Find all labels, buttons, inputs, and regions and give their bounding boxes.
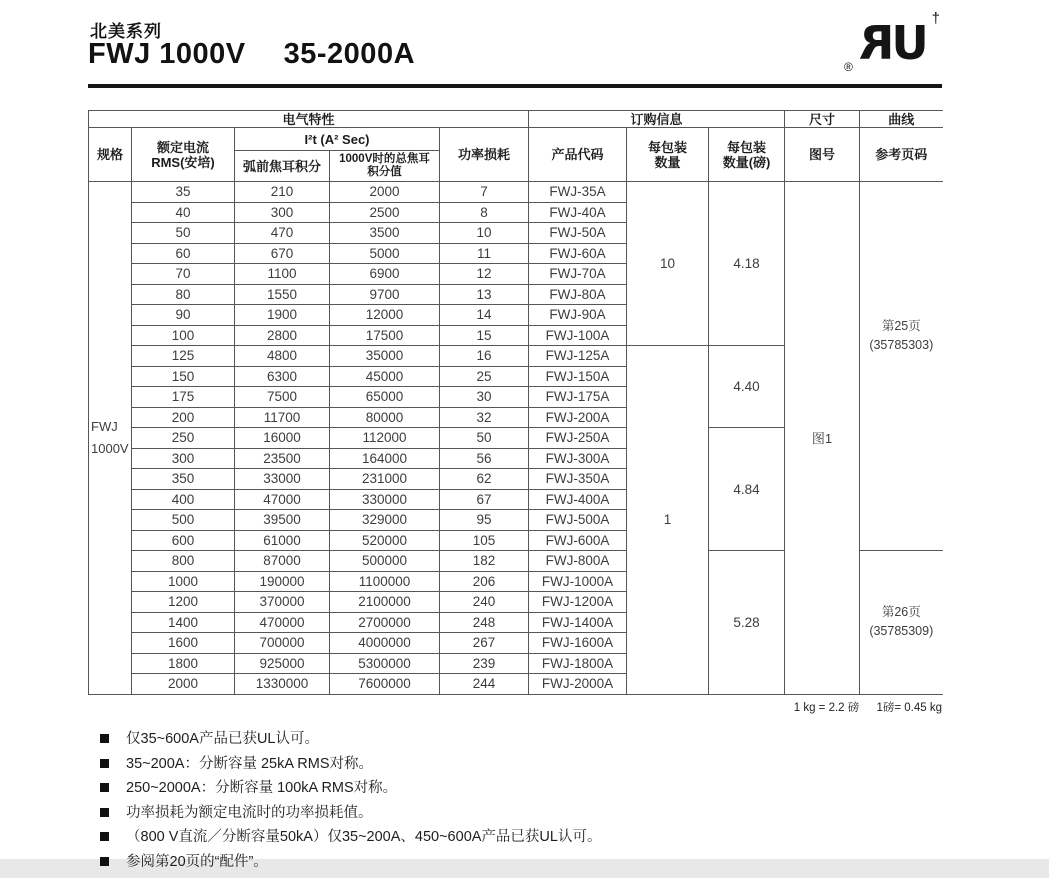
cell-total-i2t: 2700000: [330, 612, 440, 633]
header-band-row: [89, 111, 943, 128]
cell-power-loss: 95: [440, 510, 529, 531]
footnote-text: 仅35~600A产品已获UL认可。: [126, 731, 319, 747]
cell-ref-page-line: 第26页: [881, 605, 921, 620]
cell-total-i2t: 4000000: [330, 633, 440, 654]
cell-prearc-i2t: 39500: [235, 510, 330, 531]
header-band-electrical: 电气特性: [89, 111, 529, 128]
cell-spec-lines: [91, 416, 131, 460]
cell-product-code: FWJ-800A: [529, 551, 627, 572]
cell-rated-current: 60: [132, 243, 235, 264]
cell-rated-current: 35: [132, 182, 235, 203]
bullet-square-icon: [100, 783, 109, 792]
header-lbs-per-package-line: 每包装: [727, 139, 767, 155]
cell-ref-page-lines: [860, 603, 943, 641]
cell-rated-current: 400: [132, 489, 235, 510]
table-head: [89, 111, 943, 182]
cell-qty-per-package: 10: [627, 182, 709, 346]
page-title-range: 35-2000A: [283, 38, 416, 70]
header-lbs-per-package-lines: [709, 140, 784, 170]
cell-ref-page-line: (35785309): [869, 624, 934, 639]
cell-prearc-i2t: 33000: [235, 469, 330, 490]
cell-total-i2t: 45000: [330, 366, 440, 387]
cell-prearc-i2t: 47000: [235, 489, 330, 510]
cell-prearc-i2t: 190000: [235, 571, 330, 592]
cell-power-loss: 13: [440, 284, 529, 305]
cell-lbs-per-package: 5.28: [709, 551, 785, 695]
cell-total-i2t: 5000: [330, 243, 440, 264]
ul-recognized-icon: [844, 10, 940, 80]
bullet-square-icon: [100, 808, 109, 817]
cell-power-loss: 15: [440, 325, 529, 346]
cell-rated-current: 125: [132, 346, 235, 367]
cell-product-code: FWJ-1000A: [529, 571, 627, 592]
cell-product-code: FWJ-150A: [529, 366, 627, 387]
header-qty-per-package-line: 数量: [654, 154, 681, 170]
cell-product-code: FWJ-175A: [529, 387, 627, 408]
table-wrapper: [88, 110, 942, 695]
header-qty-per-package-lines: [627, 140, 708, 170]
cell-figure-no: 图1: [785, 182, 860, 695]
cell-product-code: FWJ-1400A: [529, 612, 627, 633]
cell-rated-current: 600: [132, 530, 235, 551]
cell-ref-page-lines: [860, 317, 943, 355]
cell-rated-current: 1200: [132, 592, 235, 613]
cell-power-loss: 32: [440, 407, 529, 428]
cell-power-loss: 10: [440, 223, 529, 244]
cell-prearc-i2t: 4800: [235, 346, 330, 367]
bullet-square-icon: [100, 734, 109, 743]
cell-power-loss: 7: [440, 182, 529, 203]
table-body: [89, 182, 943, 695]
header-total-i2t-line: 积分值: [367, 166, 402, 178]
cell-power-loss: 206: [440, 571, 529, 592]
cell-spec-line: 1000V: [91, 440, 129, 456]
footnote-text: 250~2000A：分断容量 100kA RMS对称。: [126, 780, 398, 796]
cell-rated-current: 200: [132, 407, 235, 428]
cell-prearc-i2t: 470: [235, 223, 330, 244]
header-total-i2t: [330, 151, 440, 182]
cell-prearc-i2t: 87000: [235, 551, 330, 572]
cell-total-i2t: 3500: [330, 223, 440, 244]
cell-power-loss: 8: [440, 202, 529, 223]
header-band-dimensions: 尺寸: [785, 111, 860, 128]
cell-product-code: FWJ-1800A: [529, 653, 627, 674]
header-qty-per-package: [627, 128, 709, 182]
cell-rated-current: 350: [132, 469, 235, 490]
cell-prearc-i2t: 11700: [235, 407, 330, 428]
header-rated-current-lines: [132, 140, 234, 170]
bullet-square-icon: [100, 857, 109, 866]
spec-table: [88, 110, 943, 695]
cell-product-code: FWJ-50A: [529, 223, 627, 244]
ul-mark-glyph: UR: [862, 16, 929, 70]
footnote-text: （800 V直流／分断容量50kA）仅35~200A、450~600A产品已获UL认可。: [126, 829, 602, 845]
cell-total-i2t: 2100000: [330, 592, 440, 613]
cell-rated-current: 50: [132, 223, 235, 244]
footnote-item: [100, 756, 900, 772]
footnote-text: 35~200A：分断容量 25kA RMS对称。: [126, 755, 373, 772]
cell-product-code: FWJ-125A: [529, 346, 627, 367]
page-title-series: 北美系列: [90, 22, 162, 41]
cell-lbs-per-package: 4.18: [709, 182, 785, 346]
cell-product-code: FWJ-70A: [529, 264, 627, 285]
cell-rated-current: 175: [132, 387, 235, 408]
cell-product-code: FWJ-80A: [529, 284, 627, 305]
footnote-item: [100, 805, 900, 821]
cell-power-loss: 240: [440, 592, 529, 613]
cell-power-loss: 182: [440, 551, 529, 572]
cell-spec-line: FWJ: [91, 418, 118, 434]
footnotes-list: [100, 731, 900, 878]
footnote-item: [100, 780, 900, 796]
cell-power-loss: 25: [440, 366, 529, 387]
cell-product-code: FWJ-100A: [529, 325, 627, 346]
cell-prearc-i2t: 670: [235, 243, 330, 264]
cell-product-code: FWJ-1600A: [529, 633, 627, 654]
cell-rated-current: 250: [132, 428, 235, 449]
header-ref-page: 参考页码: [860, 128, 943, 182]
cell-rated-current: 1400: [132, 612, 235, 633]
cell-total-i2t: 329000: [330, 510, 440, 531]
cell-power-loss: 16: [440, 346, 529, 367]
cell-rated-current: 100: [132, 325, 235, 346]
cell-prearc-i2t: 1550: [235, 284, 330, 305]
cell-total-i2t: 35000: [330, 346, 440, 367]
cell-product-code: FWJ-300A: [529, 448, 627, 469]
header-lbs-per-package: [709, 128, 785, 182]
cell-total-i2t: 520000: [330, 530, 440, 551]
header-figure-no: 图号: [785, 128, 860, 182]
header-main-row: [89, 128, 943, 151]
table-row: [89, 182, 943, 203]
cell-prearc-i2t: 300: [235, 202, 330, 223]
bullet-square-icon: [100, 832, 109, 841]
cell-prearc-i2t: 16000: [235, 428, 330, 449]
cell-rated-current: 80: [132, 284, 235, 305]
cell-power-loss: 67: [440, 489, 529, 510]
lb-to-kg-note: 1磅= 0.45 kg: [876, 702, 942, 714]
footnote-text: 功率损耗为额定电流时的功率损耗值。: [126, 804, 373, 821]
cell-power-loss: 239: [440, 653, 529, 674]
header-band-curves: 曲线: [860, 111, 943, 128]
cell-total-i2t: 2500: [330, 202, 440, 223]
cell-product-code: FWJ-35A: [529, 182, 627, 203]
cell-prearc-i2t: 2800: [235, 325, 330, 346]
cell-prearc-i2t: 700000: [235, 633, 330, 654]
bullet-square-icon: [100, 759, 109, 768]
cell-power-loss: 244: [440, 674, 529, 695]
cell-prearc-i2t: 23500: [235, 448, 330, 469]
cell-total-i2t: 2000: [330, 182, 440, 203]
cell-rated-current: 300: [132, 448, 235, 469]
cell-rated-current: 90: [132, 305, 235, 326]
cell-total-i2t: 17500: [330, 325, 440, 346]
cell-product-code: FWJ-90A: [529, 305, 627, 326]
cell-product-code: FWJ-60A: [529, 243, 627, 264]
registered-symbol: ®: [844, 60, 853, 74]
cell-product-code: FWJ-350A: [529, 469, 627, 490]
header-spec: 规格: [89, 128, 132, 182]
cell-total-i2t: 5300000: [330, 653, 440, 674]
cell-total-i2t: 112000: [330, 428, 440, 449]
cell-prearc-i2t: 1100: [235, 264, 330, 285]
header-prearc-i2t: 弧前焦耳积分: [235, 151, 330, 182]
header-band-ordering: 订购信息: [529, 111, 785, 128]
cell-power-loss: 12: [440, 264, 529, 285]
cell-power-loss: 56: [440, 448, 529, 469]
footnote-text: 参阅第20页的“配件”。: [126, 853, 268, 870]
cell-rated-current: 500: [132, 510, 235, 531]
cell-prearc-i2t: 1900: [235, 305, 330, 326]
cell-product-code: FWJ-40A: [529, 202, 627, 223]
cell-product-code: FWJ-500A: [529, 510, 627, 531]
cell-prearc-i2t: 210: [235, 182, 330, 203]
header-qty-per-package-line: 每包装: [648, 139, 688, 155]
cell-total-i2t: 6900: [330, 264, 440, 285]
header-rated-current: [132, 128, 235, 182]
cell-rated-current: 2000: [132, 674, 235, 695]
cell-rated-current: 800: [132, 551, 235, 572]
cell-product-code: FWJ-400A: [529, 489, 627, 510]
page-title-model: FWJ 1000V: [88, 38, 246, 70]
cell-total-i2t: 500000: [330, 551, 440, 572]
cell-power-loss: 14: [440, 305, 529, 326]
cell-total-i2t: 9700: [330, 284, 440, 305]
cell-prearc-i2t: 925000: [235, 653, 330, 674]
cell-prearc-i2t: 1330000: [235, 674, 330, 695]
cell-rated-current: 150: [132, 366, 235, 387]
cell-rated-current: 1000: [132, 571, 235, 592]
dagger-symbol: †: [931, 10, 940, 27]
cell-qty-per-package: 1: [627, 346, 709, 695]
cell-prearc-i2t: 6300: [235, 366, 330, 387]
cell-prearc-i2t: 7500: [235, 387, 330, 408]
cell-total-i2t: 12000: [330, 305, 440, 326]
title-divider: [88, 84, 942, 88]
footnote-item: [100, 731, 900, 747]
cell-power-loss: 62: [440, 469, 529, 490]
cell-power-loss: 267: [440, 633, 529, 654]
cell-power-loss: 50: [440, 428, 529, 449]
cell-rated-current: 1600: [132, 633, 235, 654]
header-total-i2t-line: 1000V时的总焦耳: [339, 153, 430, 165]
header-rated-current-line: RMS(安培): [151, 154, 215, 170]
cell-total-i2t: 65000: [330, 387, 440, 408]
header-power-loss: 功率损耗: [440, 128, 529, 182]
cell-power-loss: 11: [440, 243, 529, 264]
cell-total-i2t: 80000: [330, 407, 440, 428]
page-title: [88, 38, 415, 71]
cell-prearc-i2t: 470000: [235, 612, 330, 633]
cell-spec: [89, 182, 132, 695]
footnote-item: [100, 854, 900, 870]
cell-total-i2t: 231000: [330, 469, 440, 490]
cell-lbs-per-package: 4.84: [709, 428, 785, 551]
cell-total-i2t: 7600000: [330, 674, 440, 695]
cell-total-i2t: 1100000: [330, 571, 440, 592]
footnote-item: [100, 829, 900, 845]
header-rated-current-line: 额定电流: [156, 139, 209, 155]
cell-product-code: FWJ-2000A: [529, 674, 627, 695]
header-product-code: 产品代码: [529, 128, 627, 182]
cell-total-i2t: 164000: [330, 448, 440, 469]
cell-total-i2t: 330000: [330, 489, 440, 510]
cell-ref-page-line: 第25页: [881, 319, 921, 333]
cell-product-code: FWJ-1200A: [529, 592, 627, 613]
cell-ref-page-line: (35785303): [869, 338, 934, 352]
cell-rated-current: 40: [132, 202, 235, 223]
header-total-i2t-lines: [330, 153, 439, 179]
cell-product-code: FWJ-200A: [529, 407, 627, 428]
cell-ref-page: [860, 182, 943, 551]
cell-product-code: FWJ-250A: [529, 428, 627, 449]
cell-prearc-i2t: 61000: [235, 530, 330, 551]
cell-ref-page: [860, 551, 943, 695]
header-i2t: I²t (A² Sec): [235, 128, 440, 151]
cell-power-loss: 105: [440, 530, 529, 551]
kg-to-lb-note: 1 kg = 2.2 磅: [793, 702, 860, 714]
cell-lbs-per-package: 4.40: [709, 346, 785, 428]
cell-power-loss: 30: [440, 387, 529, 408]
cell-product-code: FWJ-600A: [529, 530, 627, 551]
cell-rated-current: 70: [132, 264, 235, 285]
cell-prearc-i2t: 370000: [235, 592, 330, 613]
header-lbs-per-package-line: 数量(磅): [722, 154, 771, 170]
cell-power-loss: 248: [440, 612, 529, 633]
unit-conversion-note: [794, 699, 942, 715]
cell-rated-current: 1800: [132, 653, 235, 674]
